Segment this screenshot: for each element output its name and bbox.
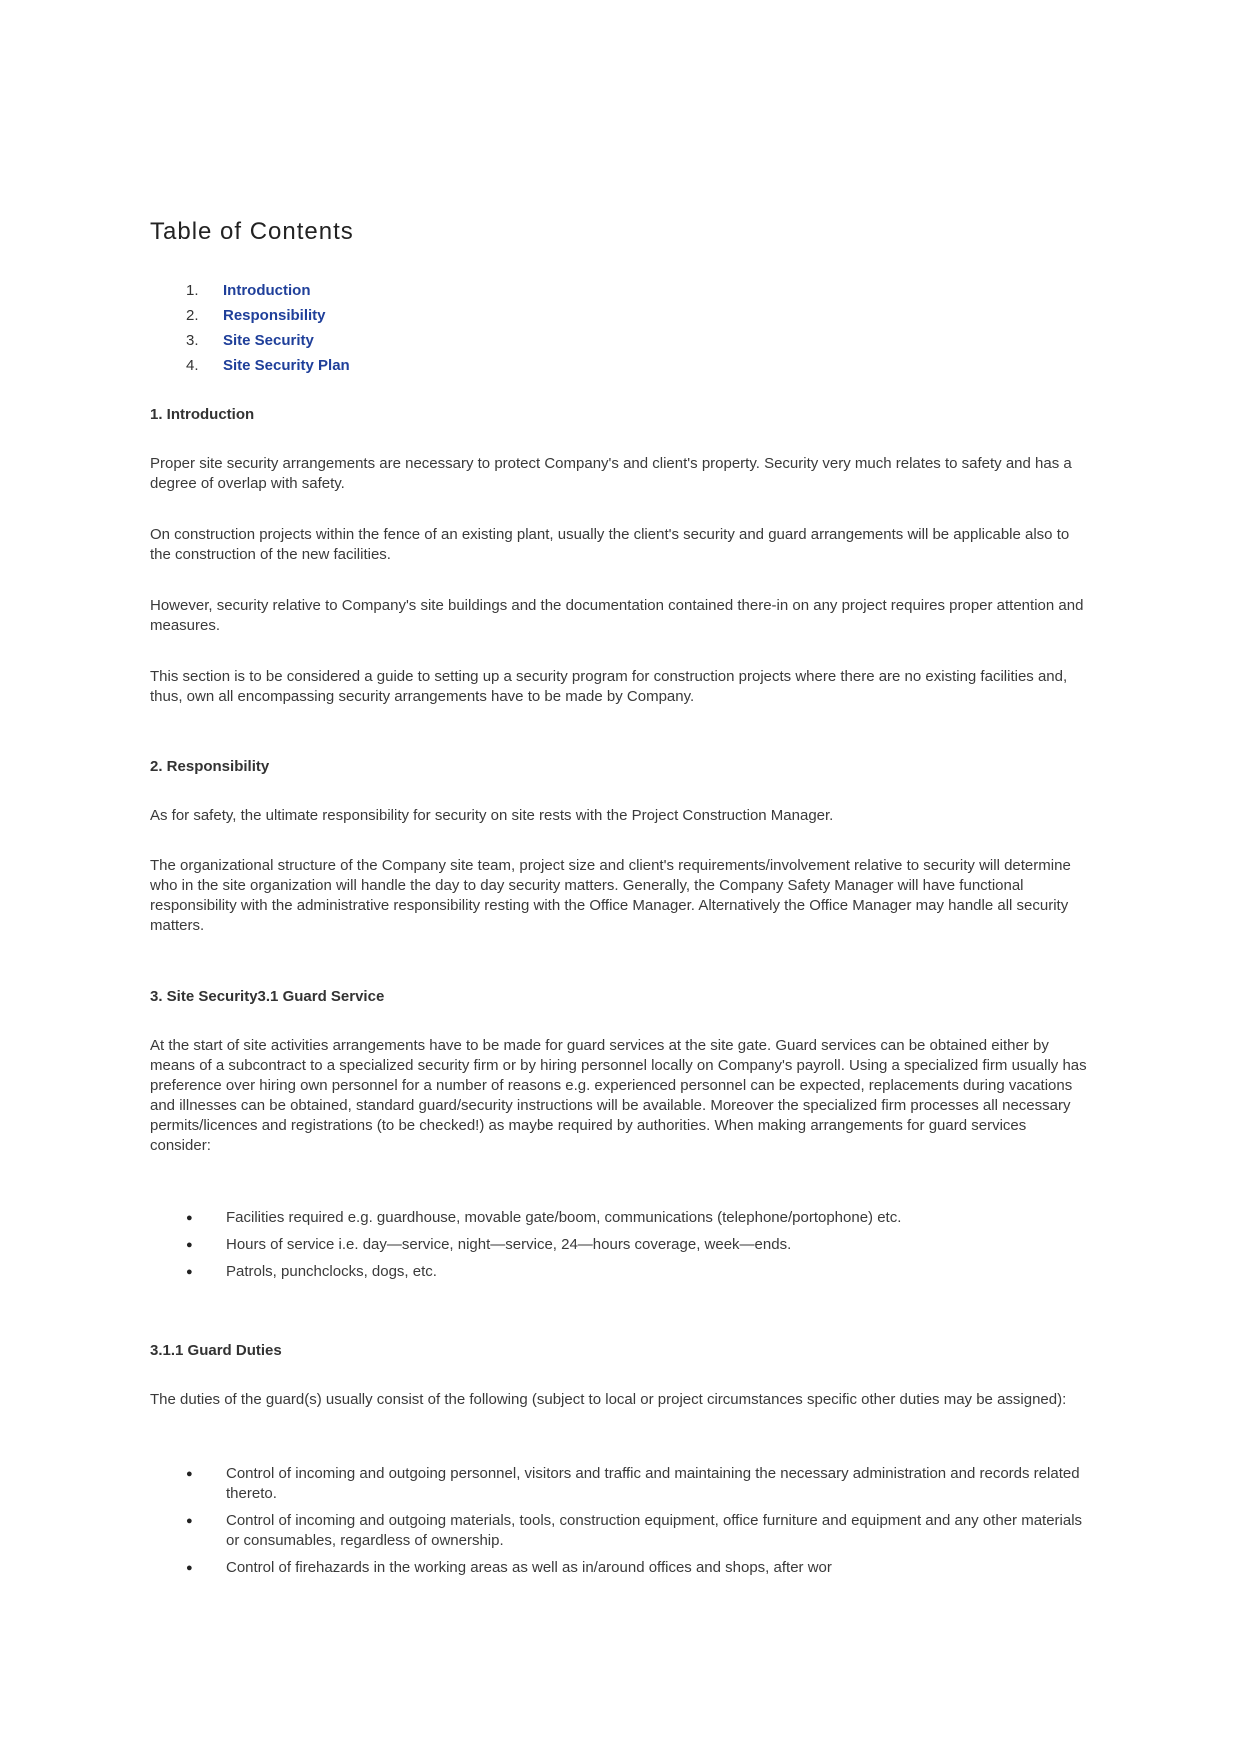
list-item: ● Control of incoming and outgoing materials, tools, construction equipment, office furniture and equipment and any other materials or consumables, regardless of ownership. [186, 1511, 1090, 1551]
toc-item-number: 3. [186, 332, 199, 349]
toc-item [186, 303, 350, 328]
site-security-paragraph-1: At the start of site activities arrangements have to be made for guard services at the site gate. Guard services can be obtained either by means of a subcontract to a specialized security firm or by hiring personnel locally on Company's payroll. Using a specialized firm usually has preference over hiring own personnel for a number of reasons e.g. experienced personnel can be expected, replacements during vacations and illnesses can be obtained, standard guard/security instructions will be available. Moreover the specialized firm processes all necessary permits/licences and registrations (to be checked!) as maybe required by authorities. When making arrangements for guard services consider: [150, 1037, 1087, 1154]
responsibility-paragraph-1: As for safety, the ultimate responsibility for security on site rests with the Project Construction Manager. [150, 807, 834, 824]
list-item: ● Facilities required e.g. guardhouse, movable gate/boom, communications (telephone/portophone) etc. [186, 1208, 1090, 1228]
toc-item [186, 278, 350, 303]
toc-item-number: 2. [186, 307, 199, 324]
guard-service-considerations-list [186, 1208, 1090, 1289]
table-of-contents [186, 278, 350, 378]
section-heading-site-security: 3. Site Security3.1 Guard Service [150, 988, 385, 1005]
list-item: ● Control of firehazards in the working areas as well as in/around offices and shops, after wor [186, 1558, 1090, 1578]
section-heading-introduction: 1. Introduction [150, 406, 255, 423]
toc-item-number: 1. [186, 282, 199, 299]
section-heading-responsibility: 2. Responsibility [150, 758, 270, 775]
list-item: ● Hours of service i.e. day—service, night—service, 24—hours coverage, week—ends. [186, 1235, 1090, 1255]
intro-paragraph-4: This section is to be considered a guide to setting up a security program for construction projects where there are no existing facilities and, thus, own all encompassing security arrangements have to be made by Company. [150, 668, 1068, 705]
toc-item-number: 4. [186, 357, 199, 374]
intro-paragraph-2: On construction projects within the fence of an existing plant, usually the client's security and guard arrangements will be applicable also to the construction of the new facilities. [150, 526, 1070, 563]
guard-duties-paragraph-1: The duties of the guard(s) usually consist of the following (subject to local or project circumstances specific other duties may be assigned): [150, 1391, 1067, 1408]
toc-link-site-security-plan[interactable]: Site Security Plan [223, 357, 350, 374]
intro-paragraph-1: Proper site security arrangements are necessary to protect Company's and client's property. Security very much relates to safety and has a degree of overlap with safety. [150, 455, 1072, 492]
toc-title: Table of Contents [150, 218, 354, 245]
toc-item [186, 328, 350, 353]
responsibility-paragraph-2: The organizational structure of the Company site team, project size and client's requirements/involvement relative to security will determine who in the site organization will handle the day to day security matters. Generally, the Company Safety Manager will have functional responsibility with the administrative responsibility resting with the Office Manager. Alternatively the Office Manager may handle all security matters. [150, 857, 1071, 934]
toc-link-site-security[interactable]: Site Security [223, 332, 314, 349]
toc-item [186, 353, 350, 378]
toc-link-responsibility[interactable]: Responsibility [223, 307, 326, 324]
intro-paragraph-3: However, security relative to Company's site buildings and the documentation contained there-in on any project requires proper attention and measures. [150, 597, 1084, 634]
list-item: ● Patrols, punchclocks, dogs, etc. [186, 1262, 1090, 1282]
guard-duties-list [186, 1464, 1090, 1585]
toc-link-introduction[interactable]: Introduction [223, 282, 311, 299]
list-item: ● Control of incoming and outgoing personnel, visitors and traffic and maintaining the necessary administration and records related thereto. [186, 1464, 1090, 1504]
section-heading-guard-duties: 3.1.1 Guard Duties [150, 1342, 282, 1359]
